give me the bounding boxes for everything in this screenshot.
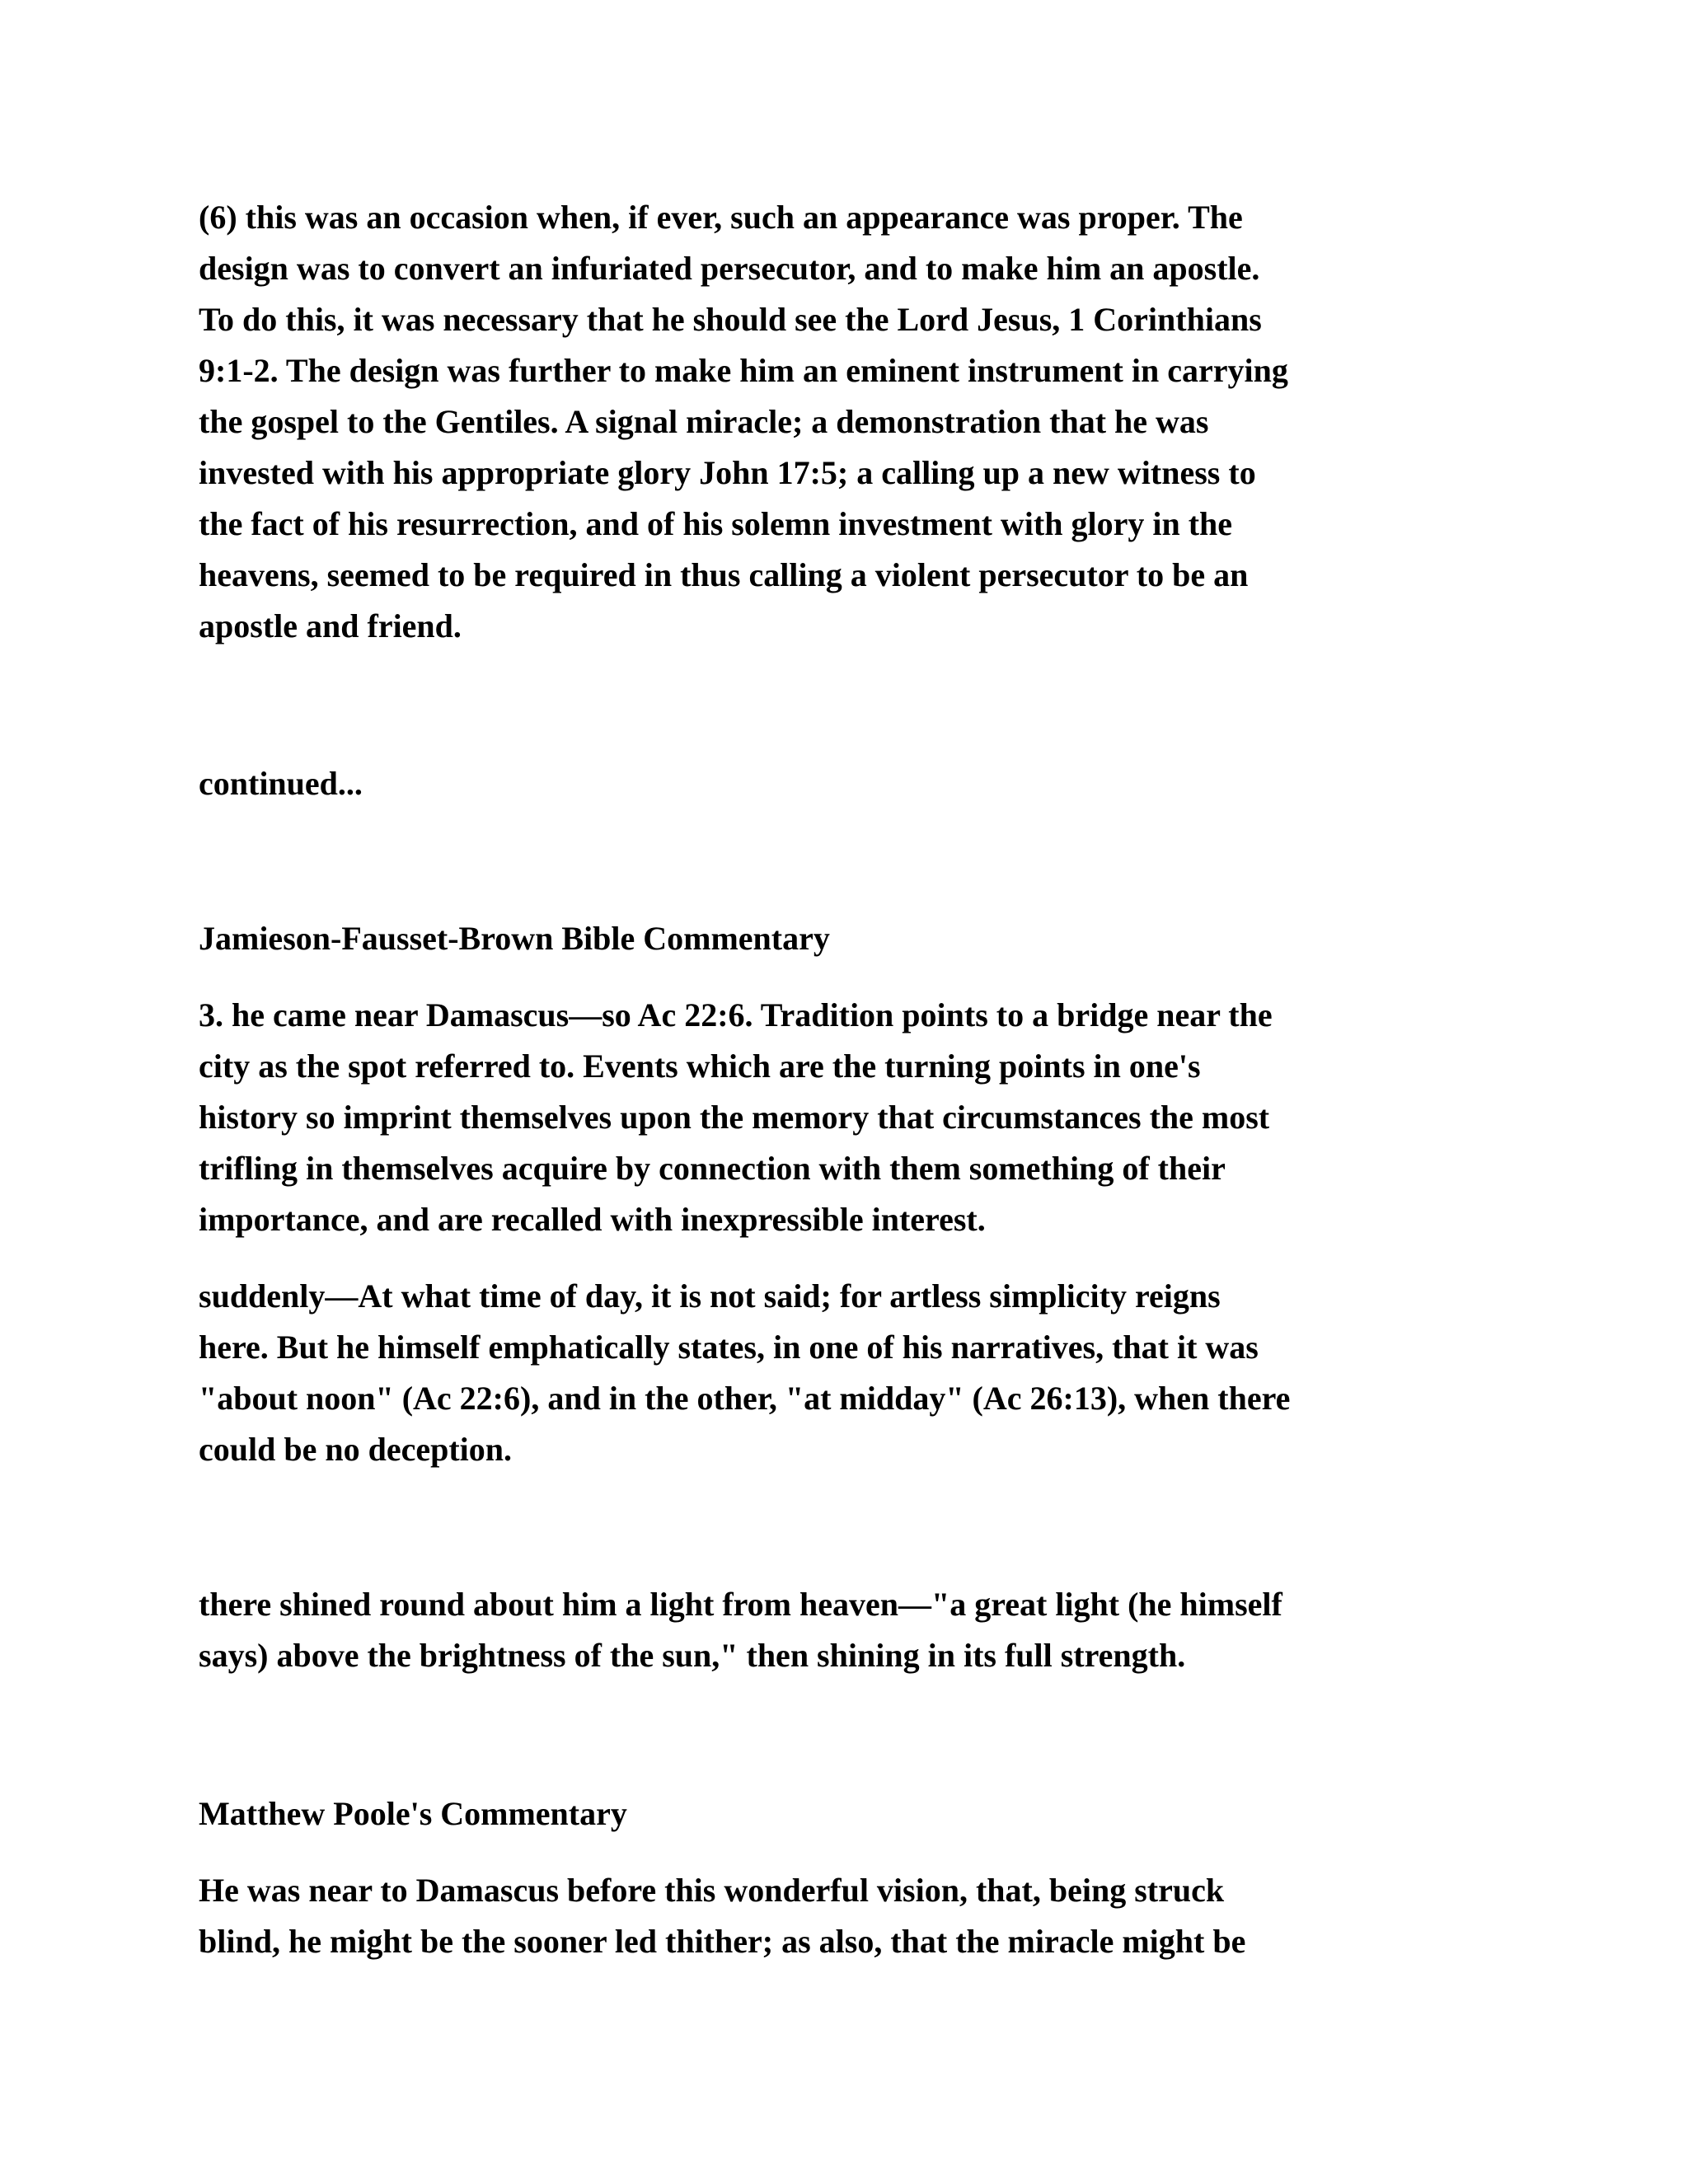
poole-heading: Matthew Poole's Commentary — [199, 1795, 627, 1832]
continued-text: continued... — [199, 765, 363, 802]
barnes-paragraph: (6) this was an occasion when, if ever, such an appearance was proper. The design was to convert an infuriated persecutor, and to make him an apostle. To do this, it was necessary that he should see the Lord Jesus, 1 Corinthians 9:1-2. The design was further to make him an eminent instrument in carrying the gospel to the Gentiles. A signal miracle; a demonstration that he was invested with his appropriate glory John 17:5; a calling up a new witness to the fact of his resurrection, and of his solemn investment with glory in the heavens, seemed to be required in thus calling a violent persecutor to be an apostle and friend. — [199, 199, 1288, 644]
jfb-paragraph-2: suddenly—At what time of day, it is not said; for artless simplicity reigns here. But he himself emphatically states, in one of his narratives, that it was "about noon" (Ac 22:6), and in the other, "at midday" (Ac 26:13), when there could be no deception. — [199, 1277, 1291, 1468]
jfb-paragraph-3: there shined round about him a light from heaven—"a great light (he himself says) above the brightness of the sun," then shining in its full strength. — [199, 1586, 1282, 1674]
jfb-paragraph-1: 3. he came near Damascus—so Ac 22:6. Tradition points to a bridge near the city as the spot referred to. Events which are the turning points in one's history so imprint themselves upon the memory that circumstances the most trifling in themselves acquire by connection with them something of their importance, and are recalled with inexpressible interest. — [199, 996, 1273, 1238]
jfb-heading: Jamieson-Fausset-Brown Bible Commentary — [199, 920, 830, 957]
poole-paragraph-1: He was near to Damascus before this wonderful vision, that, being struck blind, he might be the sooner led thither; as also, that the miracle might be — [199, 1872, 1246, 1960]
